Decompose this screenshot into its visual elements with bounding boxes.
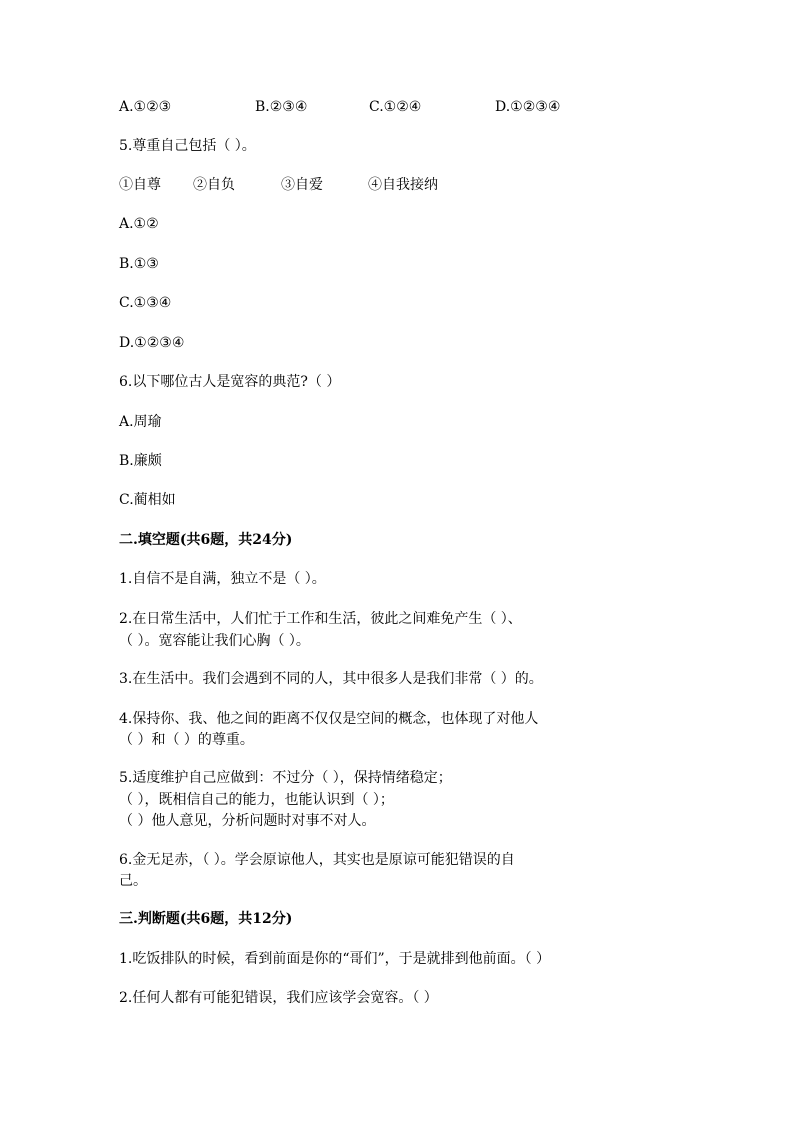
q4-options-row <box>0 97 794 117</box>
q5-option-c: C.①③④ <box>119 295 172 311</box>
q5-item-2: ②自负 <box>193 177 235 193</box>
q5-item-1: ①自尊 <box>119 177 161 193</box>
s2-q2-line1: 2.在日常生活中，人们忙于工作和生活，彼此之间难免产生（ ）、 <box>119 611 522 627</box>
s2-q3: 3.在生活中。我们会遇到不同的人，其中很多人是我们非常（ ）的。 <box>119 671 543 687</box>
q5-option-d: D.①②③④ <box>119 335 185 351</box>
q6-option-c: C.蔺相如 <box>119 492 176 508</box>
q4-option-a: A.①②③ <box>119 99 172 115</box>
s2-q5-line3: （ ）他人意见，分析问题时对事不对人。 <box>119 813 376 829</box>
section2-title: 二.填空题(共6题，共24分) <box>119 532 293 548</box>
q6-option-b: B.廉颇 <box>119 453 162 469</box>
s3-q2: 2.任何人都有可能犯错误，我们应该学会宽容。（ ） <box>119 990 438 1006</box>
s2-q5-line2: （ ），既相信自己的能力，也能认识到（ ）； <box>119 792 394 808</box>
q6-stem: 6.以下哪位古人是宽容的典范?（ ） <box>119 374 341 390</box>
section3-title: 三.判断题(共6题，共12分) <box>119 911 293 927</box>
s2-q2-line2: （ ）。宽容能让我们心胸（ ）。 <box>119 633 310 649</box>
q5-option-b: B.①③ <box>119 256 159 272</box>
s2-q6-line2: 己。 <box>119 873 147 889</box>
q6-option-a: A.周瑜 <box>119 414 162 430</box>
s2-q1: 1.自信不是自满，独立不是（ ）。 <box>119 571 326 587</box>
q4-option-b: B.②③④ <box>255 99 308 115</box>
s3-q1: 1.吃饭排队的时候，看到前面是你的“哥们”，于是就排到他前面。（ ） <box>119 951 551 967</box>
s2-q5-line1: 5.适度维护自己应做到：不过分（ ），保持情绪稳定； <box>119 770 452 786</box>
q4-option-c: C.①②④ <box>369 99 422 115</box>
s2-q6-line1: 6.金无足赤，（ ）。学会原谅他人，其实也是原谅可能犯错误的自 <box>119 852 515 868</box>
q5-items-row <box>0 175 794 195</box>
q5-stem: 5.尊重自己包括（ ）。 <box>119 138 256 154</box>
s2-q4-line2: （ ）和（ ）的尊重。 <box>119 732 254 748</box>
q5-item-3: ③自爱 <box>281 177 323 193</box>
q5-item-4: ④自我接纳 <box>368 177 438 193</box>
q4-option-d: D.①②③④ <box>495 99 561 115</box>
s2-q4-line1: 4.保持你、我、他之间的距离不仅仅是空间的概念，也体现了对他人 <box>119 711 539 727</box>
q5-option-a: A.①② <box>119 216 159 232</box>
